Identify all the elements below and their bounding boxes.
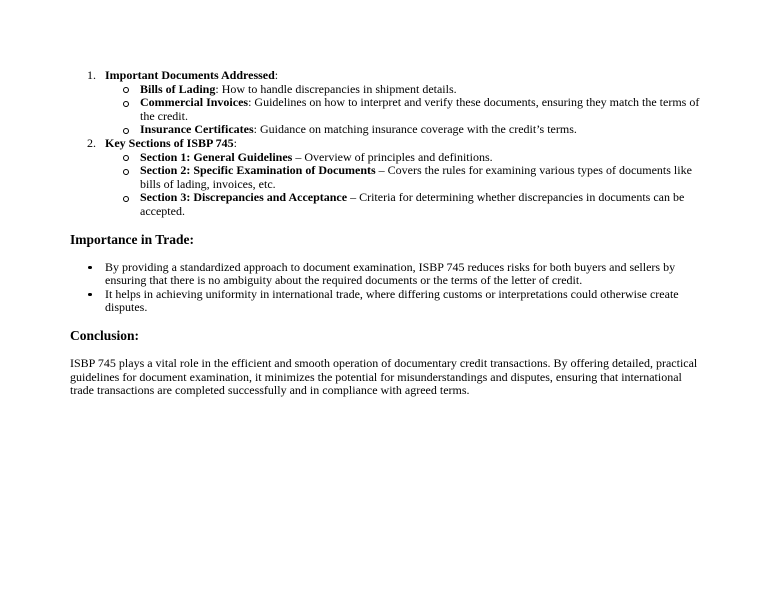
list-item: Section 3: Discrepancies and Acceptance – Criteria for determining whether discrepancies in documents can be accepted.: [105, 191, 700, 218]
numbered-list: [70, 69, 700, 219]
conclusion-heading: Conclusion:: [70, 327, 140, 343]
importance-list: [70, 261, 700, 315]
list-number: 2.: [87, 135, 96, 150]
item-title: Important Documents Addressed: [105, 68, 275, 82]
list-item-sections: 2. Key Sections of ISBP 745: Section 1: General Guidelines – Overview of principles and definitions. Section 2: Specific Examination of Documents – Covers the rules for examining various types of documents like bills of lading, invoices, etc. Section 3: Discrepancies and Acceptance – Criteria for determining whether discrepancies in documents can be accepted.: [70, 137, 700, 219]
list-item: It helps in achieving uniformity in international trade, where differing customs or interpretations could otherwise create disputes.: [70, 288, 700, 315]
list-item: By providing a standardized approach to document examination, ISBP 745 reduces risks for both buyers and sellers by ensuring that there is no ambiguity about the required documents or the terms of the letter of credit.: [70, 261, 700, 288]
circle-bullet-icon: [123, 101, 129, 107]
circle-bullet-icon: [123, 128, 129, 134]
list-item: Section 1: General Guidelines – Overview of principles and definitions.: [105, 151, 700, 165]
item-title: Key Sections of ISBP 745: [105, 135, 234, 150]
documents-sub-list: [105, 83, 700, 137]
bullet-icon: [88, 266, 92, 270]
document-body: [70, 69, 700, 398]
importance-heading: Importance in Trade:: [70, 231, 194, 247]
bullet-icon: [88, 293, 92, 297]
conclusion-paragraph: ISBP 745 plays a vital role in the efficient and smooth operation of documentary credit transactions. By offering detailed, practical guidelines for document examination, it minimizes the potential for misunderstandings and disputes, ensuring that international trade transactions are completed successfully and in compliance with agreed terms.: [70, 355, 698, 398]
circle-bullet-icon: [123, 87, 129, 93]
list-item-documents: 1. Important Documents Addressed: Bills of Lading: How to handle discrepancies in shipment details. Commercial Invoices: Guidelines on how to interpret and verify these documents, ensuring they match the terms of the credit. Insurance Certificates: Guidance on matching insurance coverage with the credit’s terms.: [87, 68, 700, 137]
list-number: 1.: [87, 68, 96, 82]
list-item: Commercial Invoices: Guidelines on how to interpret and verify these documents, ensuring they match the terms of the credit.: [105, 96, 700, 123]
circle-bullet-icon: [123, 169, 129, 175]
sections-sub-list: [105, 151, 700, 219]
list-item: Insurance Certificates: Guidance on matching insurance coverage with the credit’s terms.: [105, 123, 700, 137]
list-item: Bills of Lading: How to handle discrepancies in shipment details.: [105, 83, 700, 97]
circle-bullet-icon: [123, 155, 129, 161]
list-item: Section 2: Specific Examination of Documents – Covers the rules for examining various types of documents like bills of lading, invoices, etc.: [105, 164, 700, 191]
circle-bullet-icon: [123, 196, 129, 202]
